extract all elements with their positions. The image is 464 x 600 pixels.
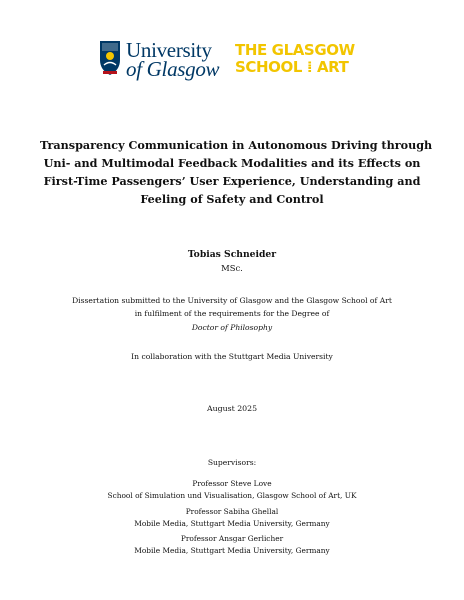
supervisor-entry (0, 533, 464, 556)
supervisor-name: Professor Ansgar Gerlicher (180, 534, 284, 543)
university-logo-line1: University (126, 38, 212, 62)
author-degree: MSc. (221, 263, 243, 273)
logo-bar (0, 36, 464, 86)
author-name: Tobias Schneider (187, 249, 277, 260)
degree-name: Doctor of Philosophy (191, 322, 273, 332)
university-of-glasgow-logo (99, 38, 220, 81)
title-line: Transparency Communication in Autonomous Driving through (40, 138, 433, 152)
supervisor-affiliation: Mobile Media, Stuttgart Media University, Germany (134, 518, 330, 528)
supervisors-heading: Supervisors: (207, 458, 257, 467)
submission-date: August 2025 (206, 404, 258, 413)
submission-line: in fulfilment of the requirements for the Degree of (134, 309, 330, 319)
university-shield-icon (99, 40, 121, 76)
glasgow-school-of-art-logo (235, 41, 367, 81)
supervisor-affiliation: School of Simulation und Visualisation, Glasgow School of Art, UK (107, 490, 357, 500)
title-line: Feeling of Safety and Control (140, 192, 324, 206)
art-school-logo-line1: THE GLASGOW (235, 41, 355, 59)
supervisor-entry (0, 478, 464, 501)
submission-statement (0, 294, 464, 334)
thesis-title (40, 136, 433, 208)
supervisor-name: Professor Sabiha Ghellal (185, 507, 279, 516)
art-school-logo-line2: SCHOOL ⁞ ART (235, 58, 349, 76)
university-logo-line2: of Glasgow (126, 57, 220, 81)
supervisor-affiliation: Mobile Media, Stuttgart Media University, Germany (134, 545, 330, 555)
title-line: First-Time Passengers’ User Experience, Understanding and (43, 174, 421, 188)
supervisor-entry (0, 506, 464, 529)
supervisor-name: Professor Steve Love (192, 479, 272, 488)
title-line: Uni- and Multimodal Feedback Modalities and its Effects on (43, 156, 421, 170)
collaboration-statement: In collaboration with the Stuttgart Media University (131, 352, 333, 361)
submission-line: Dissertation submitted to the University of Glasgow and the Glasgow School of Art (72, 296, 392, 305)
